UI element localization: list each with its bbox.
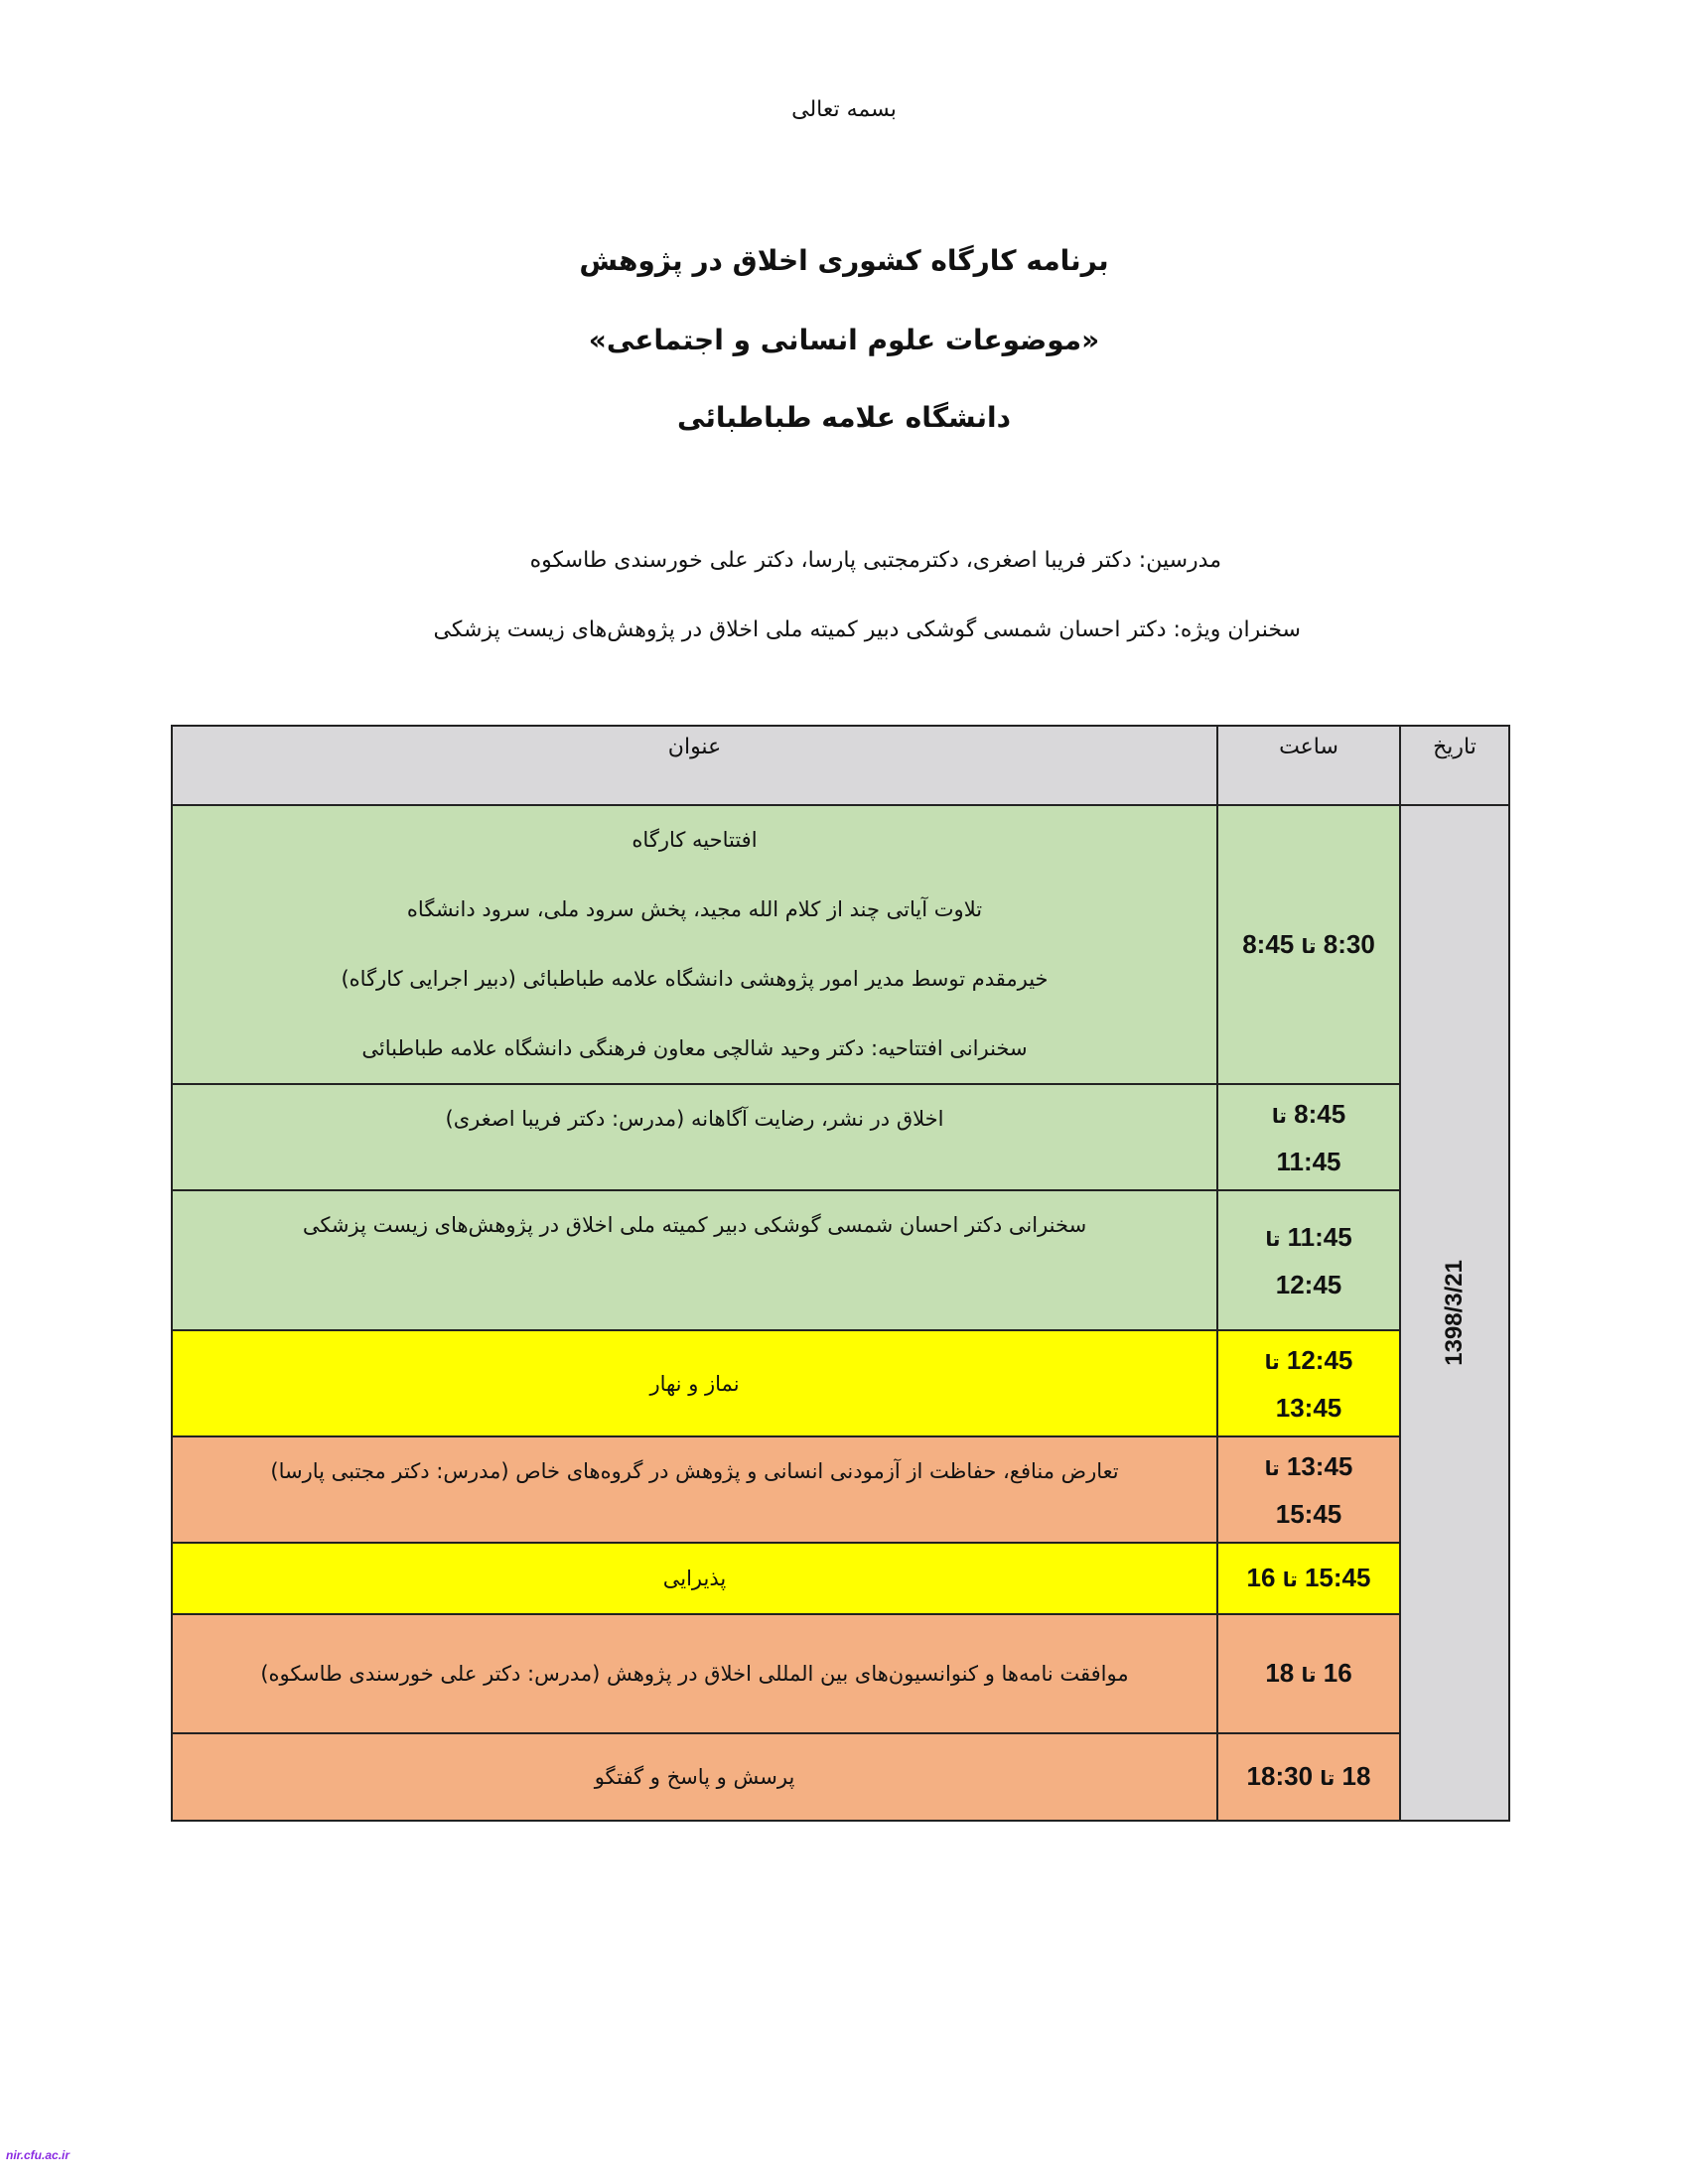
time-cell — [1217, 1190, 1400, 1330]
session-title: اخلاق در نشر، رضایت آگاهانه (مدرس: دکتر فریبا اصغری) — [445, 1107, 944, 1131]
bismillah-heading: بسمه تعالی — [791, 97, 897, 122]
time-to: 11:45 — [1276, 1146, 1341, 1176]
schedule-header-row — [172, 726, 1509, 805]
table-row — [172, 1543, 1509, 1614]
table-row — [172, 1084, 1509, 1190]
time-separator: تا — [1271, 1103, 1287, 1128]
time-from: 8:45 — [1294, 1098, 1346, 1129]
schedule-table — [171, 725, 1510, 1822]
date-value: 1398/3/21 — [1441, 1259, 1468, 1366]
title-column-header: عنوان — [172, 726, 1217, 805]
time-from: 11:45 — [1287, 1221, 1352, 1252]
title-cell — [172, 1614, 1217, 1733]
time-cell — [1217, 1436, 1400, 1543]
time-to: 18:30 — [1246, 1761, 1314, 1791]
date-cell — [1400, 805, 1509, 1821]
time-to: 18 — [1265, 1658, 1295, 1688]
title-cell — [172, 1436, 1217, 1543]
table-row — [172, 1614, 1509, 1733]
table-row — [172, 1733, 1509, 1821]
welcome-line: خیرمقدم توسط مدیر امور پژوهشی دانشگاه علامه طباطبائی (دبیر اجرایی کارگاه) — [341, 967, 1049, 991]
time-from: 13:45 — [1286, 1450, 1353, 1481]
date-column-header: تاریخ — [1400, 726, 1509, 805]
time-cell — [1217, 1614, 1400, 1733]
title-cell — [172, 1543, 1217, 1614]
time-to: 13:45 — [1275, 1392, 1342, 1423]
table-row — [172, 1330, 1509, 1436]
table-row — [172, 1190, 1509, 1330]
table-row — [172, 1436, 1509, 1543]
site-watermark: nir.cfu.ac.ir — [6, 2148, 70, 2162]
time-from: 8:30 — [1323, 928, 1375, 959]
title-cell — [172, 1084, 1217, 1190]
time-to: 15:45 — [1275, 1498, 1342, 1529]
session-title: موافقت نامه‌ها و کنوانسیون‌های بین المللی اخلاق در پژوهش (مدرس: دکتر علی خورسندی طاسکوه) — [260, 1662, 1129, 1686]
time-separator: تا — [1264, 1349, 1280, 1374]
time-cell — [1217, 1084, 1400, 1190]
time-from: 12:45 — [1286, 1344, 1353, 1375]
title-cell — [172, 805, 1217, 1084]
time-separator: تا — [1320, 1766, 1336, 1790]
time-separator: تا — [1265, 1226, 1281, 1251]
opening-label: افتتاحیه کارگاه — [632, 828, 758, 852]
title-cell — [172, 1190, 1217, 1330]
time-cell — [1217, 1733, 1400, 1821]
time-cell — [1217, 1543, 1400, 1614]
time-cell — [1217, 1330, 1400, 1436]
session-title: نماز و نهار — [649, 1371, 740, 1396]
table-row — [172, 805, 1509, 1084]
session-title: پرسش و پاسخ و گفتگو — [594, 1765, 795, 1789]
time-to: 12:45 — [1275, 1269, 1342, 1299]
time-separator: تا — [1264, 1455, 1280, 1480]
time-from: 16 — [1323, 1658, 1352, 1688]
workshop-title: برنامه کارگاه کشوری اخلاق در پژوهش — [579, 244, 1109, 277]
time-cell — [1217, 805, 1400, 1084]
time-to: 8:45 — [1242, 928, 1295, 959]
session-title: تعارض منافع، حفاظت از آزمودنی انسانی و پژوهش در گروه‌های خاص (مدرس: دکتر مجتبی پارسا) — [270, 1459, 1119, 1483]
quran-anthem-line: تلاوت آیاتی چند از کلام الله مجید، پخش سرود ملی، سرود دانشگاه — [406, 897, 983, 921]
opening-speech-line: سخنرانی افتتاحیه: دکتر وحید شالچی معاون فرهنگی دانشگاه علامه طباطبائی — [361, 1036, 1028, 1060]
special-speaker-line: سخنران ویژه: دکتر احسان شمسی گوشکی دبیر کمیته ملی اخلاق در پژوهش‌های زیست پزشکی — [433, 617, 1301, 642]
title-cell — [172, 1733, 1217, 1821]
time-separator: تا — [1301, 1663, 1317, 1687]
time-to: 16 — [1246, 1563, 1276, 1592]
workshop-subtitle: «موضوعات علوم انسانی و اجتماعی» — [588, 324, 1100, 356]
instructors-line: مدرسین: دکتر فریبا اصغری، دکترمجتبی پارسا، دکتر علی خورسندی طاسکوه — [529, 548, 1221, 573]
session-title: سخنرانی دکتر احسان شمسی گوشکی دبیر کمیته ملی اخلاق در پژوهش‌های زیست پزشکی — [302, 1213, 1087, 1237]
university-name: دانشگاه علامه طباطبائی — [677, 401, 1011, 434]
title-cell — [172, 1330, 1217, 1436]
time-separator: تا — [1282, 1568, 1298, 1591]
time-separator: تا — [1301, 933, 1317, 958]
time-column-header: ساعت — [1217, 726, 1400, 805]
time-from: 18 — [1341, 1761, 1371, 1791]
time-from: 15:45 — [1304, 1563, 1371, 1592]
session-title: پذیرایی — [662, 1567, 727, 1590]
